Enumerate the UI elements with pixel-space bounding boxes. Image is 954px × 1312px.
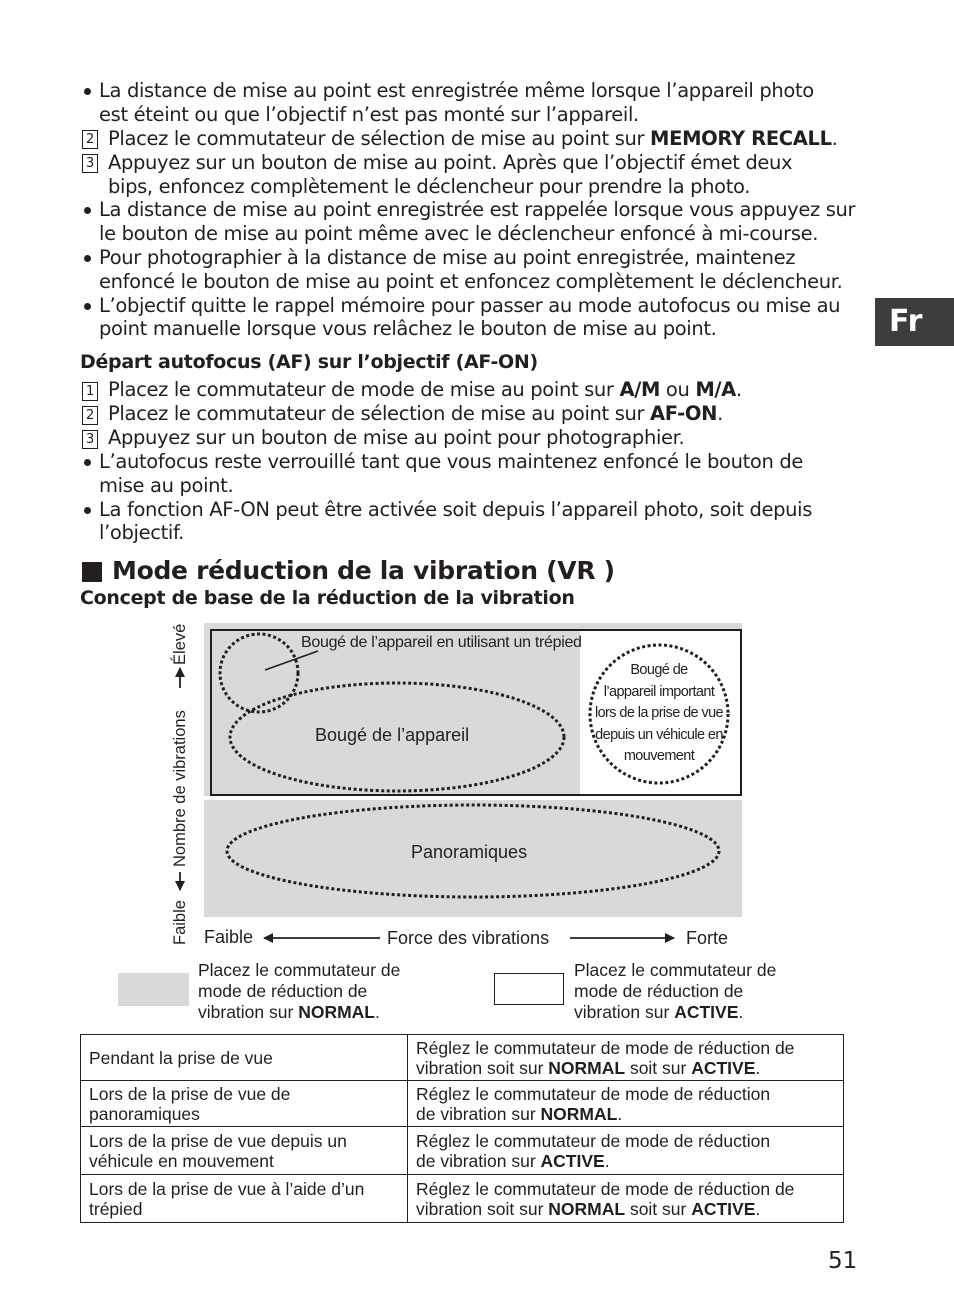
step-number-2: 2 — [82, 130, 98, 149]
bullet-text: est éteint ou que l’objectif n’est pas monté sur l’appareil. — [99, 103, 639, 126]
bullet-text: La fonction AF-ON peut être activée soit depuis l’appareil photo, soit depuis — [99, 498, 813, 521]
bullet-text: enfoncé le bouton de mise au point et enfoncez complètement le déclencheur. — [99, 270, 843, 293]
page-number: 51 — [828, 1248, 858, 1274]
bullet-text: La distance de mise au point est enregistrée même lorsque l’appareil photo — [99, 79, 814, 102]
table-row — [81, 1035, 844, 1081]
bullet-text: l’objectif. — [99, 521, 184, 544]
legend-normal-text: Placez le commutateur de mode de réduction de vibration sur NORMAL. — [198, 960, 401, 1022]
step-number-2: 2 — [82, 406, 98, 425]
table-row — [81, 1127, 844, 1175]
table-cell-situation: Pendant la prise de vue — [81, 1035, 408, 1081]
language-tab: Fr — [875, 298, 954, 346]
bullet-text: La distance de mise au point enregistrée est rappelée lorsque vous appuyez sur — [99, 198, 856, 221]
bullet-text: point manuelle lorsque vous relâchez le bouton de mise au point. — [99, 317, 717, 340]
tripod-shake-label: Bougé de l’appareil en utilisant un trépied — [301, 634, 582, 651]
y-axis-title: Nombre de vibrations — [171, 710, 189, 867]
step-text: Placez le commutateur de sélection de mise au point sur AF-ON. — [108, 402, 723, 425]
bullet-text: L’autofocus reste verrouillé tant que vous maintenez enfoncé le bouton de — [99, 450, 804, 473]
table-cell-situation: Lors de la prise de vue de panoramiques — [81, 1081, 408, 1127]
legend-active-text: Placez le commutateur de mode de réduction de vibration sur ACTIVE. — [574, 960, 777, 1022]
vr-settings-table — [80, 1034, 844, 1223]
table-row — [81, 1081, 844, 1127]
table-cell-action: Réglez le commutateur de mode de réduction de vibration soit sur NORMAL soit sur ACTIVE. — [408, 1035, 844, 1081]
table-row — [81, 1175, 844, 1223]
vr-subheading: Concept de base de la réduction de la vibration — [80, 587, 575, 609]
bullet-text: L’objectif quitte le rappel mémoire pour passer au mode autofocus ou mise au — [99, 294, 841, 317]
table-cell-situation: Lors de la prise de vue depuis un véhicule en mouvement — [81, 1127, 408, 1175]
x-axis-title: Force des vibrations — [387, 928, 550, 948]
bullet-text: mise au point. — [99, 474, 234, 497]
table-cell-action: Réglez le commutateur de mode de réduction de vibration sur ACTIVE. — [408, 1127, 844, 1175]
step-text: Appuyez sur un bouton de mise au point pour photographier. — [108, 426, 685, 449]
step-text: Placez le commutateur de mode de mise au point sur A/M ou M/A. — [108, 378, 742, 401]
panning-zone-gap — [204, 796, 742, 800]
step-number-1: 1 — [82, 382, 98, 401]
bullet-text: Pour photographier à la distance de mise au point enregistrée, maintenez — [99, 246, 796, 269]
table-cell-action: Réglez le commutateur de mode de réduction de vibration sur NORMAL. — [408, 1081, 844, 1127]
af-on-heading: Départ autofocus (AF) sur l’objectif (AF-ON) — [80, 351, 538, 373]
step-number-3: 3 — [82, 154, 98, 173]
y-axis-high: Élevé — [171, 623, 189, 665]
step-text: Placez le commutateur de sélection de mise au point sur MEMORY RECALL. — [108, 127, 838, 150]
legend-active-swatch — [494, 973, 564, 1005]
y-axis-label — [169, 615, 191, 945]
camera-shake-label: Bougé de l’appareil — [315, 725, 470, 745]
step-text: Appuyez sur un bouton de mise au point. Après que l’objectif émet deux — [108, 151, 793, 174]
table-cell-situation: Lors de la prise de vue à l’aide d’un trépied — [81, 1175, 408, 1223]
legend-normal-swatch — [118, 973, 189, 1006]
vehicle-shake-label: Bougé de l’appareil important lors de la prise de vue depuis un véhicule en mouvement — [594, 662, 724, 764]
x-axis-low: Faible — [204, 927, 254, 947]
bullet-text: le bouton de mise au point même avec le déclencheur enfoncé à mi-course. — [99, 222, 819, 245]
panning-label: Panoramiques — [411, 842, 528, 862]
y-axis-low: Faible — [171, 900, 189, 945]
vr-heading: Mode réduction de la vibration (VR ) — [112, 556, 615, 585]
step-text: bips, enfoncez complètement le déclencheur pour prendre la photo. — [108, 175, 751, 198]
x-axis-high: Forte — [686, 928, 729, 948]
step-number-3: 3 — [82, 430, 98, 449]
table-cell-action: Réglez le commutateur de mode de réduction de vibration soit sur NORMAL soit sur ACTIVE. — [408, 1175, 844, 1223]
